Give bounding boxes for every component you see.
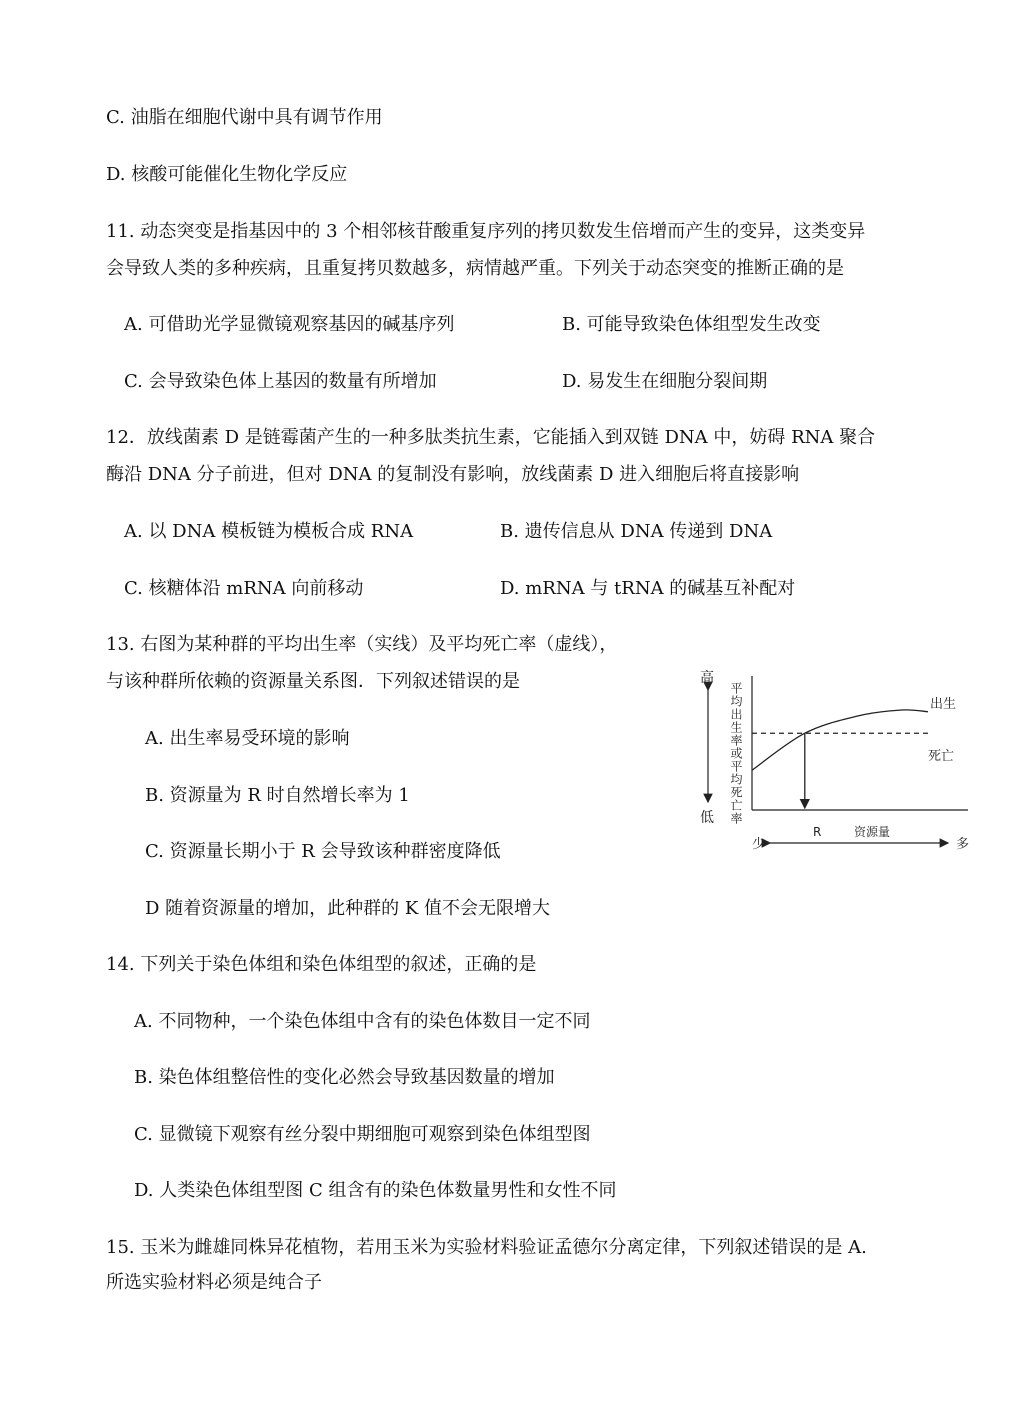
q11-stem-line1: 11. 动态突变是指基因中的 3 个相邻核苷酸重复序列的拷贝数发生倍增而产生的变异，这类变异 [106,221,866,242]
y-axis-label: 平均出生率或平均死亡率 [729,682,743,825]
q15-stem-line2: 所选实验材料必须是纯合子 [106,1272,322,1293]
q13-stem-line1: 13. 右图为某种群的平均出生率（实线）及平均死亡率（虚线）， [106,634,618,655]
q15-stem-line1: 15. 玉米为雌雄同株异花植物，若用玉米为实验材料验证孟德尔分离定律，下列叙述错误的是 A. [106,1237,867,1258]
q12-option-d: D. mRNA 与 tRNA 的碱基互补配对 [500,578,796,599]
q13-stem-line2: 与该种群所依赖的资源量关系图．下列叙述错误的是 [106,671,520,692]
q14-option-d: D. 人类染色体组型图 C 组含有的染色体数量男性和女性不同 [134,1180,617,1201]
y-low-label: 低 [700,810,714,826]
q11-option-b: B. 可能导致染色体组型发生改变 [562,314,821,335]
birth-curve-label: 出生 [930,697,957,712]
y-high-label: 高 [700,670,714,686]
q11-option-a: A. 可借助光学显微镜观察基因的碱基序列 [124,314,455,335]
q11-option-c: C. 会导致染色体上基因的数量有所增加 [124,371,437,392]
birth-death-rate-figure [696,662,974,862]
q12-stem-line2: 酶沿 DNA 分子前进，但对 DNA 的复制没有影响，放线菌素 D 进入细胞后将直接影响 [106,464,800,485]
q14-option-c: C. 显微镜下观察有丝分裂中期细胞可观察到染色体组型图 [134,1124,591,1145]
death-line-label: 死亡 [928,749,955,764]
q13-option-a: A. 出生率易受环境的影响 [145,728,350,749]
birth-rate-curve [752,710,928,770]
q14-option-a: A. 不同物种，一个染色体组中含有的染色体数目一定不同 [134,1011,591,1032]
q14-stem: 14. 下列关于染色体组和染色体组型的叙述，正确的是 [106,954,537,975]
q10-option-c: C. 油脂在细胞代谢中具有调节作用 [106,107,383,128]
q13-option-c: C. 资源量长期小于 R 会导致该种群密度降低 [145,841,501,862]
x-more-label: 多 [956,837,970,852]
q12-stem-line1: 12．放线菌素 D 是链霉菌产生的一种多肽类抗生素，它能插入到双链 DNA 中，妨碍 RNA 聚合 [106,427,876,448]
x-axis-label: 资源量 [854,825,891,839]
q12-option-b: B. 遗传信息从 DNA 传递到 DNA [500,521,773,542]
q10-option-d: D. 核酸可能催化生物化学反应 [106,164,348,185]
q12-option-c: C. 核糖体沿 mRNA 向前移动 [124,578,364,599]
r-label: R [813,825,822,839]
birth-death-rate-chart [696,662,974,862]
q13-option-b: B. 资源量为 R 时自然增长率为 1 [145,785,410,806]
q11-option-d: D. 易发生在细胞分裂间期 [562,371,768,392]
q11-stem-line2: 会导致人类的多种疾病，且重复拷贝数越多，病情越严重。下列关于动态突变的推断正确的是 [106,258,844,279]
q13-option-d: D 随着资源量的增加，此种群的 K 值不会无限增大 [145,898,551,919]
x-less-label: 少 [752,837,766,852]
q12-option-a: A. 以 DNA 模板链为模板合成 RNA [124,521,414,542]
q14-option-b: B. 染色体组整倍性的变化必然会导致基因数量的增加 [134,1067,555,1088]
